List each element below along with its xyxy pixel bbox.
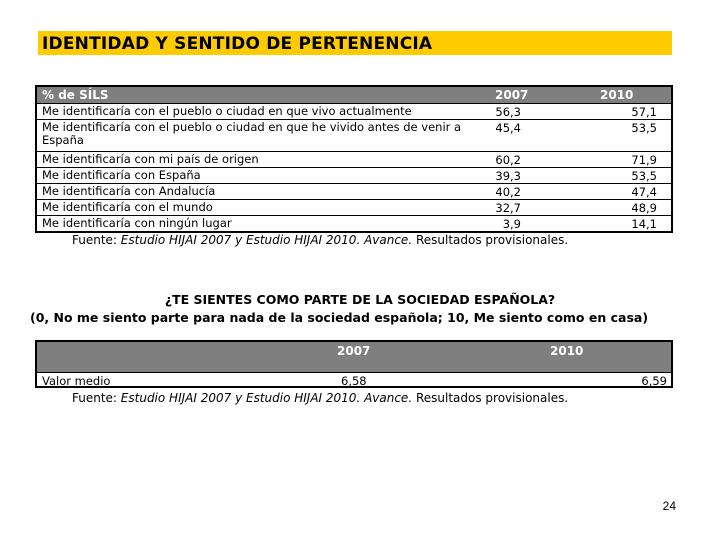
row-value-2007: 3,9 xyxy=(502,217,521,231)
table-row xyxy=(37,119,671,151)
row-label: Valor medio xyxy=(42,374,111,388)
page-number: 24 xyxy=(662,499,676,513)
row-value-2010: 47,4 xyxy=(631,185,657,199)
row-value-2007: 45,4 xyxy=(495,121,521,135)
source-suffix: Resultados provisionales. xyxy=(412,233,569,247)
table-row xyxy=(37,167,671,183)
question-title: ¿TE SIENTES COMO PARTE DE LA SOCIEDAD ESPAÑOLA? xyxy=(164,292,556,307)
source-prefix: Fuente: xyxy=(72,391,121,405)
question-scale: (0, No me siento parte para nada de la sociedad española; 10, Me siento como en casa) xyxy=(30,310,649,325)
row-value-2007: 32,7 xyxy=(495,201,521,215)
header-2010: 2010 xyxy=(600,88,634,102)
row-label: Me identificaría con el mundo xyxy=(42,200,213,214)
table-row xyxy=(37,199,671,215)
row-label: Me identificaría con ningún lugar xyxy=(42,216,232,230)
title-banner xyxy=(38,31,672,55)
table-header xyxy=(37,87,671,103)
row-value-2010: 57,1 xyxy=(631,105,657,119)
source-note xyxy=(72,233,568,247)
row-value-2010: 71,9 xyxy=(631,153,657,167)
table-row xyxy=(37,103,671,119)
source-prefix: Fuente: xyxy=(72,233,121,247)
header-category: % de SÍLS xyxy=(42,88,109,102)
row-value-2010: 48,9 xyxy=(631,201,657,215)
row-value-2010: 53,5 xyxy=(631,121,657,135)
source-suffix: Resultados provisionales. xyxy=(412,391,569,405)
source-italic: Estudio HIJAI 2007 y Estudio HIJAI 2010. Avance. xyxy=(120,391,413,405)
source-italic: Estudio HIJAI 2007 y Estudio HIJAI 2010. Avance. xyxy=(120,233,413,247)
table-row xyxy=(37,372,671,387)
row-value-2007: 56,3 xyxy=(495,105,521,119)
header-2010: 2010 xyxy=(550,344,584,358)
identity-table xyxy=(35,85,673,233)
source-note xyxy=(72,391,568,405)
row-value-2010: 53,5 xyxy=(631,169,657,183)
row-label: Me identificaría con España xyxy=(42,168,201,182)
row-label: Me identificaría con el pueblo o ciudad en que he vivido antes de venir a España xyxy=(42,120,462,147)
row-value-2010: 14,1 xyxy=(631,217,657,231)
row-label: Me identificaría con el pueblo o ciudad en que vivo actualmente xyxy=(42,104,412,118)
table-row xyxy=(37,151,671,167)
row-label: Me identificaría con Andalucía xyxy=(42,184,216,198)
table-row xyxy=(37,215,671,231)
header-2007: 2007 xyxy=(337,344,371,358)
row-value-2007: 40,2 xyxy=(495,185,521,199)
row-label: Me identificaría con mi país de origen xyxy=(42,152,259,166)
belonging-table xyxy=(35,340,673,388)
row-value-2007: 39,3 xyxy=(495,169,521,183)
row-value-2007: 60,2 xyxy=(495,153,521,167)
header-2007: 2007 xyxy=(495,88,529,102)
row-value-2010: 6,59 xyxy=(641,374,667,388)
page-title: IDENTIDAD Y SENTIDO DE PERTENENCIA xyxy=(42,34,433,54)
row-value-2007: 6,58 xyxy=(341,374,367,388)
table-row xyxy=(37,183,671,199)
table-header xyxy=(37,342,671,372)
